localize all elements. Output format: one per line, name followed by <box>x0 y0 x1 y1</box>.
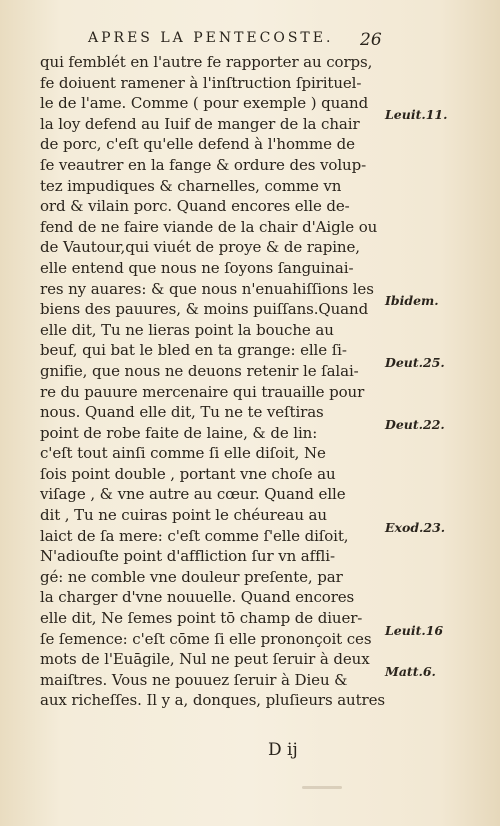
text-line: elle entend que nous ne ſoyons ſanguinai- <box>40 258 354 277</box>
text-line: viſage , & vne autre au cœur. Quand elle <box>40 485 346 504</box>
text-line: mots de l'Euāgile, Nul ne peut ſeruir à deux <box>40 650 370 669</box>
margin-note-exod-23: Exod.23. <box>385 520 446 535</box>
text-line: re du pauure mercenaire qui trauaille pour <box>40 382 365 401</box>
text-line: de porc, c'eſt qu'elle defend à l'homme de <box>40 135 355 154</box>
text-line: maiſtres. Vous ne pouuez ſeruir à Dieu & <box>40 670 348 689</box>
text-line: la charger d'vne nouuelle. Quand encores <box>40 588 355 607</box>
margin-note-matt-6: Matt.6. <box>385 664 436 679</box>
running-title: APRES LA PENTECOSTE. <box>88 30 334 46</box>
body-text <box>40 52 385 711</box>
text-line: fe doiuent ramener à l'inſtruction ſpirituel- <box>40 73 362 92</box>
page-number: 26 <box>360 30 382 50</box>
signature-mark: D ij <box>268 740 298 760</box>
margin-note-leuit-16: Leuit.16 <box>385 623 444 638</box>
text-line: ſe ſemence: c'eſt cōme ſi elle prononçoit ces <box>40 629 372 648</box>
text-line: c'eſt tout ainſi comme ſi elle diſoit, Ne <box>40 444 326 463</box>
text-line: qui femblét en l'autre fe rapporter au corps, <box>40 53 373 71</box>
text-line: de Vautour,qui viuét de proye & de rapine, <box>40 238 360 257</box>
text-line: nous. Quand elle dit, Tu ne te veſtiras <box>40 403 324 422</box>
text-line: laict de ſa mere: c'eſt comme ſ'elle diſoit, <box>40 526 349 545</box>
margin-note-deut-22: Deut.22. <box>385 417 445 432</box>
text-line: elle dit, Ne ſemes point tō champ de diuer- <box>40 609 363 628</box>
text-line: dit , Tu ne cuiras point le chéureau au <box>40 506 327 525</box>
text-line: le de l'ame. Comme ( pour exemple ) quand <box>40 94 369 113</box>
text-line: aux richeſſes. Il y a, donques, pluſieurs autres <box>40 691 385 710</box>
text-line: la loy defend au Iuif de manger de la chair <box>40 114 360 133</box>
text-line: beuf, qui bat le bled en ta grange: elle ſi- <box>40 341 347 360</box>
margin-note-leuit-11: Leuit.11. <box>385 107 448 122</box>
text-line: ſois point double , portant vne choſe au <box>40 464 336 483</box>
text-line: elle dit, Tu ne lieras point la bouche au <box>40 320 334 339</box>
text-line: ord & vilain porc. Quand encores elle de- <box>40 197 350 216</box>
text-line: res ny auares: & que nous n'enuahiſſions les <box>40 279 374 298</box>
margin-note-ibidem: Ibidem. <box>385 293 439 308</box>
text-line: ſe veautrer en la fange & ordure des volup- <box>40 155 367 174</box>
text-line: gé: ne comble vne douleur preſente, par <box>40 567 343 586</box>
text-line: tez impudiques & charnelles, comme vn <box>40 176 342 195</box>
text-line: point de robe faite de laine, & de lin: <box>40 423 318 442</box>
text-line: N'adiouſte point d'affliction ſur vn affli- <box>40 547 335 566</box>
text-line: biens des pauures, & moins puiſſans.Quand <box>40 300 369 319</box>
text-line: fend de ne faire viande de la chair d'Aigle ou <box>40 217 378 236</box>
ink-smudge <box>302 786 342 789</box>
text-line: gnifie, que nous ne deuons retenir le ſalai- <box>40 361 359 380</box>
margin-note-deut-25: Deut.25. <box>385 355 445 370</box>
